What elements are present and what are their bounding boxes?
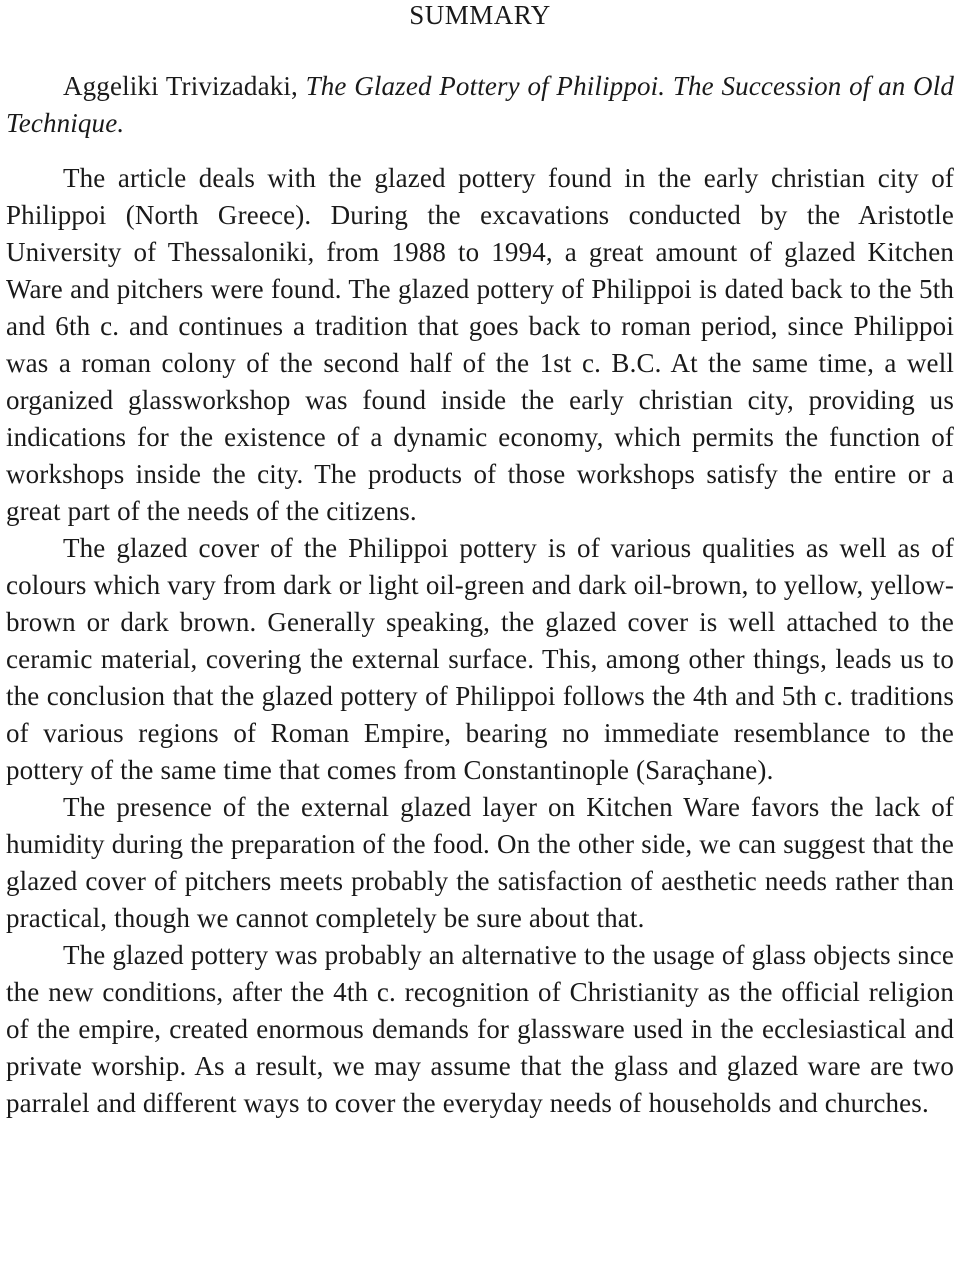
citation-title: The Glazed Pottery of Philippoi. The Succession of an Old Technique. bbox=[6, 71, 955, 138]
summary-paragraph-3: The presence of the external glazed layer on Kitchen Ware favors the lack of humidity during the preparation of the food. On the other side, we can suggest that the glazed cover of pitchers meets probably the satisfaction of aesthetic needs rather than practical, though we cannot completely be sure about that. bbox=[6, 792, 954, 933]
article-citation bbox=[6, 68, 954, 142]
document-page bbox=[6, 0, 954, 1122]
citation-author: Aggeliki Trivizadaki, bbox=[63, 71, 306, 101]
summary-paragraph-4: The glazed pottery was probably an alternative to the usage of glass objects since the new conditions, after the 4th c. recognition of Christianity as the official religion of the empire, created enormous demands for glassware used in the ecclesiastical and private worship. As a result, we may assume that the glass and glazed ware are two parralel and different ways to cover the everyday needs of households and churches. bbox=[6, 940, 954, 1118]
summary-paragraph-2: The glazed cover of the Philippoi pottery is of various qualities as well as of colours which vary from dark or light oil-green and dark oil-brown, to yellow, yellow-brown or dark brown. Generally speaking, the glazed cover is well attached to the ceramic material, covering the external surface. This, among other things, leads us to the conclusion that the glazed pottery of Philippoi follows the 4th and 5th c. traditions of various regions of Roman Empire, bearing no immediate resemblance to the pottery of the same time that comes from Constantinople (Saraçhane). bbox=[6, 533, 954, 785]
summary-paragraph-1: The article deals with the glazed pottery found in the early christian city of Philippoi (North Greece). During the excavations conducted by the Aristotle University of Thessaloniki, from 1988 to 1994, a great amount of glazed Kitchen Ware and pitchers were found. The glazed pottery of Philippoi is dated back to the 5th and 6th c. and continues a tradition that goes back to roman period, since Philippoi was a roman colony of the second half of the 1st c. B.C. At the same time, a well organized glassworkshop was found inside the early christian city, providing us indications for the existence of a dynamic economy, which permits the function of workshops inside the city. The products of those workshops satisfy the entire or a great part of the needs of the citizens. bbox=[6, 163, 954, 526]
summary-heading: SUMMARY bbox=[409, 0, 551, 30]
